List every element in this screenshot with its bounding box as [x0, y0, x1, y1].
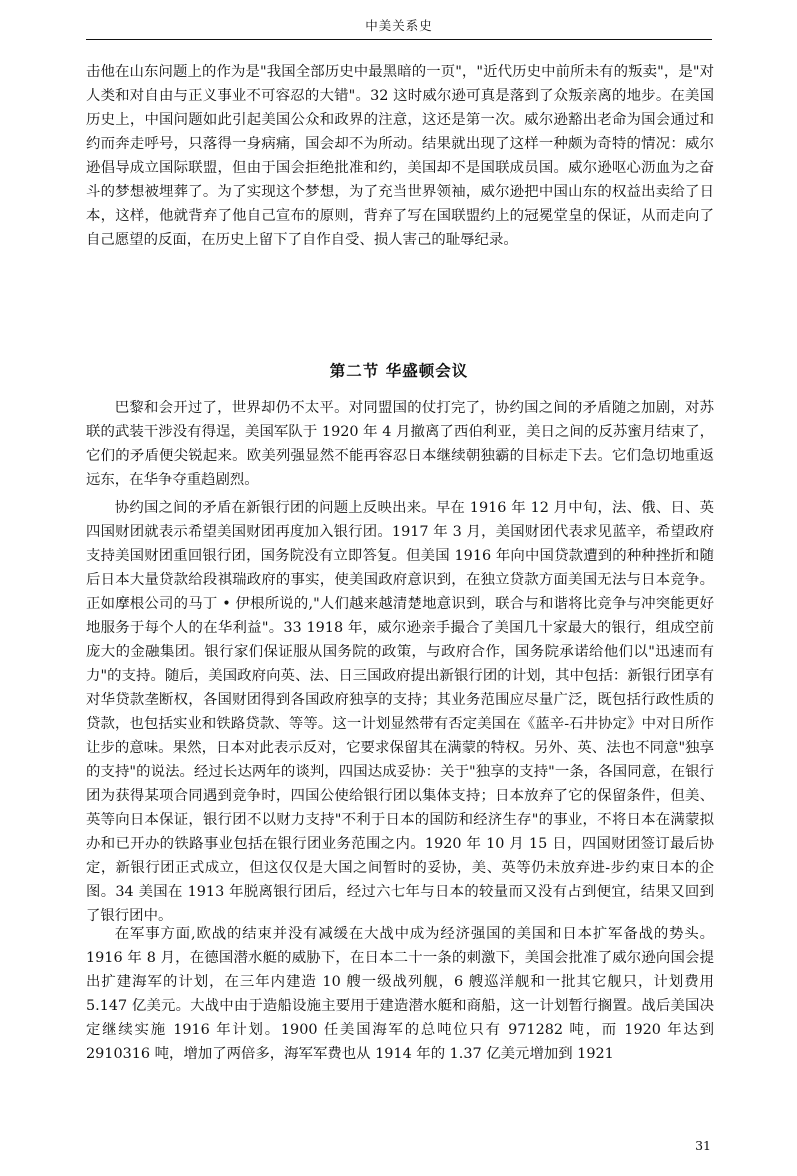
page-number: 31: [695, 1138, 711, 1153]
paragraph-2: 巴黎和会开过了，世界却仍不太平。对同盟国的仗打完了，协约国之间的矛盾随之加剧，对苏联的武装干涉没有得逞，美国军队于 1920 年 4 月撤离了西伯利亚，美日之间的反苏蜜月结束了，它们的矛盾便尖锐起来。欧美列强显然不能再容忍日本继续朝独霸的目标走下去。它们急切地重返远东，在华争夺重趋剧烈。: [86, 400, 714, 488]
header-rule: [86, 39, 712, 40]
section-title: 第二节 华盛顿会议: [329, 362, 469, 380]
running-header: 中美关系史: [365, 18, 433, 33]
paragraph-3: 协约国之间的矛盾在新银行团的问题上反映出来。早在 1916 年 12 月中旬，法、俄、日、英四国财团就表示希望美国财团再度加入银行团。1917 年 3 月，美国财团代表求见蓝辛，希望政府支持美国财团重回银行团，国务院没有立即答复。但美国 1916 年向中国贷款遭到的种种挫折和随后日本大量贷款给段祺瑞政府的事实，使美国政府意识到，在独立贷款方面美国无法与日本竞争。正如摩根公司的马丁 • 伊根所说的,"人们越来越清楚地意识到，联合与和谐将比竞争与冲突能更好地服务于每个人的在华利益"。33 1918 年，威尔逊亲手撮合了美国几十家最大的银行，组成空前庞大的金融集团。银行家们保证服从国务院的政策，与政府合作，国务院承诺给他们以"迅速而有力"的支持。随后，美国政府向英、法、日三国政府提出新银行团的计划，其中包括：新银行团享有对华贷款垄断权，各国财团得到各国政府独享的支持；其业务范围应尽量广泛，既包括行政性质的贷款，也包括实业和铁路贷款、等等。这一计划显然带有否定美国在《蓝辛-石井协定》中对日所作让步的意味。果然，日本对此表示反对，它要求保留其在满蒙的特权。另外、英、法也不同意"独享的支持"的说法。经过长达两年的谈判，四国达成妥协：关于"独享的支持"一条，各国同意，在银行团为获得某项合同遇到竞争时，四国公使给银行团以集体支持；日本放弃了它的保留条件，但美、英等向日本保证，银行团不以财力支持"不利于日本的国防和经济生存"的事业，不将日本在满蒙拟办和已开办的铁路事业包括在银行团业务范围之内。1920 年 10 月 15 日，四国财团签订最后协定，新银行团正式成立，但这仅仅是大国之间暂时的妥协，美、英等仍未放弃进-步约束日本的企图。34 美国在 1913 年脱离银行团后，经过六七年与日本的较量而又没有占到便宜，结果又回到了银行团中。: [86, 500, 714, 924]
paragraph-1: 击他在山东问题上的作为是"我国全部历史中最黑暗的一页"，"近代历史中前所未有的叛卖"，是"对人类和对自由与正义事业不可容忍的大错"。32 这时威尔逊可真是落到了众叛亲离的地步。在美国历史上，中国问题如此引起美国公众和政界的注意，这还是第一次。威尔逊豁出老命为国会通过和约而奔走呼号，只落得一身病痛，国会却不为所动。结果就出现了这样一种颇为奇特的情况：威尔逊倡导成立国际联盟，但由于国会拒绝批准和约，美国却不是国联成员国。威尔逊呕心沥血为之奋斗的梦想被埋葬了。为了实现这个梦想，为了充当世界领袖，威尔逊把中国山东的权益出卖给了日本，这样，他就背弃了他自己宣布的原则，背弃了写在国联盟约上的冠冕堂皇的保证，从而走向了自己愿望的反面，在历史上留下了自作自受、损人害己的耻辱纪录。: [86, 64, 714, 248]
paragraph-4: 在军事方面,欧战的结束并没有减缓在大战中成为经济强国的美国和日本扩军备战的势头。1916 年 8 月，在德国潜水艇的威胁下，在日本二十一条的刺激下，美国会批准了威尔逊向国会提出扩建海军的计划，在三年内建造 10 艘一级战列舰，6 艘巡洋舰和一批其它舰只，计划费用 5.147 亿美元。大战中由于造船设施主要用于建造潜水艇和商船，这一计划暂行搁置。战后美国决定继续实施 1916 年计划。1900 任美国海军的总吨位只有 971282 吨，而 1920 年达到 2910316 吨，增加了两倍多，海军军费也从 1914 年的 1.37 亿美元增加到 1921: [86, 926, 714, 1062]
